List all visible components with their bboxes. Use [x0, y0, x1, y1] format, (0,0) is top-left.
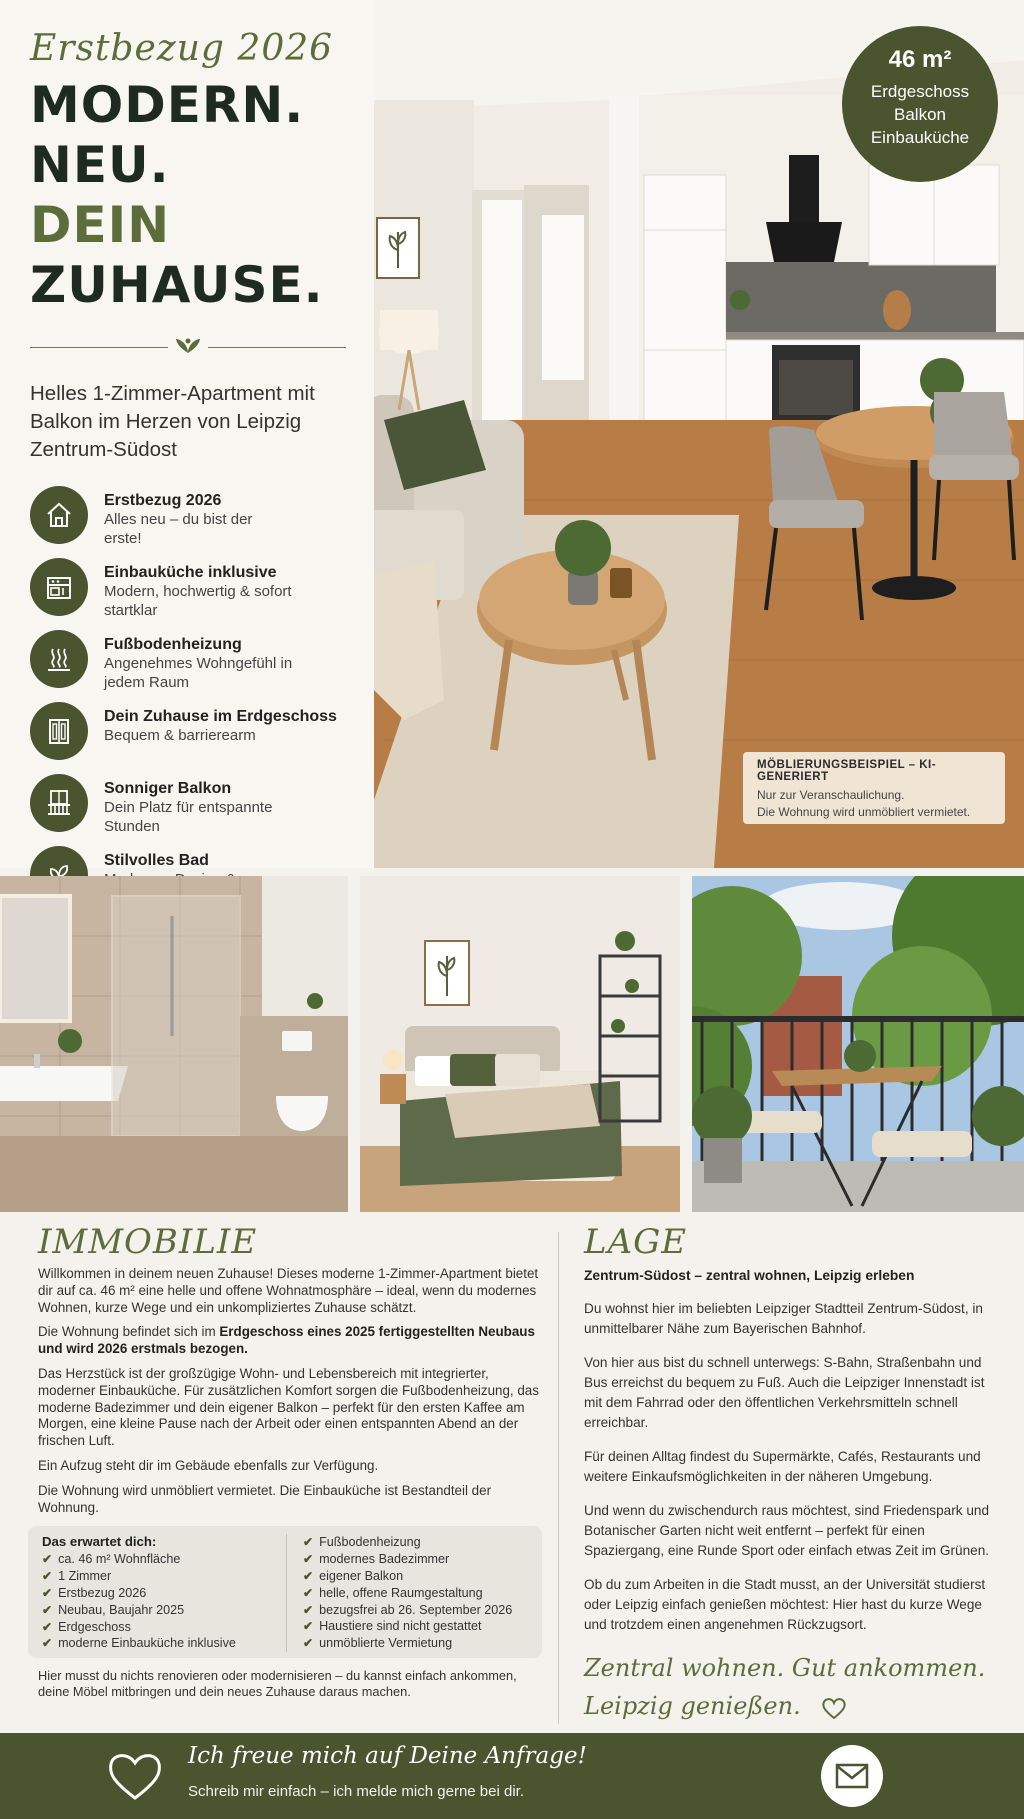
check-icon: ✔ — [303, 1636, 314, 1651]
feature-title: Fußbodenheizung — [104, 636, 242, 653]
badge-line: Erdgeschoss — [870, 82, 970, 101]
paragraph-text: Die Wohnung befindet sich im — [38, 1324, 220, 1340]
mail-button[interactable] — [821, 1745, 883, 1807]
check-icon: ✔ — [42, 1619, 53, 1634]
bathroom-photo — [0, 876, 348, 1212]
expectations-box — [28, 1526, 542, 1658]
immobilie-paragraph: Ein Aufzug steht dir im Gebäude ebenfalls zur Verfügung. — [38, 1457, 379, 1473]
feature-title: Dein Zuhause im Erdgeschoss — [104, 708, 337, 725]
badge-line: Balkon — [894, 105, 946, 124]
lage-paragraph: Ob du zum Arbeiten in die Stadt musst, an der Universität studierst oder Leipzig einfach genießen möchtest: Hier hast du kurze Wege und trotzdem einen angenehmen Rückzugsort. — [584, 1577, 986, 1632]
lage-subtitle: Zentrum-Südost – zentral wohnen, Leipzig erleben — [584, 1268, 915, 1283]
balcony-icon — [30, 774, 88, 832]
furnishing-disclaimer — [743, 752, 1005, 824]
feature-subtitle: Bequem & barrierearm — [104, 727, 256, 744]
badge-size: 46 m² — [888, 46, 952, 73]
headline-line-1: MODERN. — [30, 76, 305, 134]
disclaimer-line: Nur zur Veranschaulichung. — [757, 788, 905, 802]
checklist-item: ✔ modernes Badezimmer — [303, 1552, 450, 1567]
lage-paragraph: Und wenn du zwischendurch raus möchtest, sind Friedenspark und Botanischer Garten nicht weit entfernt – perfekt für einen Spaziergang, eine Runde Sport oder einfach etwas Zeit im Grünen. — [584, 1503, 990, 1558]
floor-heating-icon — [30, 630, 88, 688]
checklist-item: ✔ Erdgeschoss — [42, 1619, 131, 1634]
headline-word-green: DEIN — [30, 196, 171, 254]
disclaimer-title: MÖBLIERUNGSBEISPIEL – KI-GENERIERT — [757, 759, 937, 783]
feature-title: Erstbezug 2026 — [104, 492, 222, 509]
bedroom-photo — [360, 876, 680, 1212]
check-icon: ✔ — [303, 1585, 314, 1600]
feature-title: Sonniger Balkon — [104, 780, 232, 797]
feature-title: Stilvolles Bad — [104, 852, 209, 869]
expectations-title: Das erwartet dich: — [42, 1534, 157, 1550]
check-icon: ✔ — [42, 1602, 53, 1617]
hero-subtitle: Helles 1-Zimmer-Apartment mit Balkon im Herzen von Leipzig Zentrum-Südost — [30, 382, 315, 461]
feature-item — [30, 486, 346, 558]
immobilie-title: IMMOBILIE — [38, 1222, 258, 1262]
lage-title: LAGE — [584, 1222, 688, 1262]
feature-item — [30, 630, 346, 702]
checklist-item: ✔ unmöblierte Vermietung — [303, 1636, 453, 1651]
headline-line-2: NEU. — [30, 136, 170, 194]
kitchen-icon — [30, 558, 88, 616]
check-icon: ✔ — [42, 1569, 53, 1584]
immobilie-section — [38, 1222, 544, 1700]
feature-list — [30, 486, 346, 918]
checklist-item: ✔ moderne Einbauküche inklusive — [42, 1636, 236, 1651]
check-icon: ✔ — [42, 1585, 53, 1600]
check-icon: ✔ — [303, 1535, 314, 1550]
checklist-item: ✔ 1 Zimmer — [42, 1569, 112, 1584]
badge-line: Einbauküche — [870, 128, 970, 147]
expectations-column-right — [286, 1534, 530, 1652]
checklist-item: ✔ helle, offene Raumgestaltung — [303, 1585, 483, 1600]
check-icon: ✔ — [303, 1619, 314, 1634]
footer-subtext: Schreib mir einfach – ich melde mich gerne bei dir. — [188, 1783, 524, 1800]
check-icon: ✔ — [42, 1552, 53, 1567]
door-icon — [30, 702, 88, 760]
checklist-item: ✔ bezugsfrei ab 26. September 2026 — [303, 1602, 513, 1617]
lage-paragraph: Für deinen Alltag findest du Supermärkte, Cafés, Restaurants und weitere Einkaufsmöglichkeiten in der näheren Umgebung. — [584, 1449, 981, 1484]
feature-item — [30, 774, 346, 846]
ornament-divider — [30, 335, 346, 360]
hero-text-panel — [0, 0, 374, 868]
feature-item — [30, 702, 346, 774]
slogan-line-2 — [584, 1687, 994, 1725]
slogan-line: Zentral wohnen. Gut ankommen. — [584, 1654, 986, 1682]
checklist-item: ✔ eigener Balkon — [303, 1568, 404, 1583]
immobilie-closing: Hier musst du nichts renovieren oder modernisieren – du kannst einfach ankommen, deine Möbel mitbringen und dein neues Zuhause daraus machen. — [38, 1668, 517, 1699]
expectations-column-left — [42, 1534, 286, 1652]
footer-cta: Ich freue mich auf Deine Anfrage! — [188, 1743, 587, 1769]
feature-subtitle: Modern, hochwertig & sofort startklar — [104, 583, 292, 619]
immobilie-paragraph: Willkommen in deinem neuen Zuhause! Dieses moderne 1-Zimmer-Apartment bietet dir auf ca. 46 m² eine helle und offene Wohnatmosphäre – ideal, wenn du modernes Wohnen, kurze Wege und ein unkompliziertes Zuhause schätzt. — [38, 1266, 539, 1315]
slogan-text: Leipzig genießen. — [584, 1692, 801, 1720]
size-badge — [842, 26, 998, 182]
headline — [30, 75, 346, 315]
checklist-item: ✔ Haustiere sind nicht gestattet — [303, 1619, 482, 1634]
immobilie-paragraph: Das Herzstück ist der großzügige Wohn- und Lebensbereich mit integrierter, moderner Einbauküche. Für zusätzlichen Komfort sorgen die Fußbodenheizung, das moderne Badezimmer und dein eigener Balkon – perfekt für den ersten Kaffee am Morgen, eine kleine Pause nach der Arbeit oder einen entspannten Abend an der frischen Luft. — [38, 1365, 539, 1449]
check-icon: ✔ — [303, 1602, 314, 1617]
feature-subtitle: Dein Platz für entspannte Stunden — [104, 799, 273, 835]
check-icon: ✔ — [303, 1552, 314, 1567]
heart-outline-icon — [106, 1750, 164, 1806]
headline-line-3 — [30, 195, 346, 315]
heart-icon — [820, 1696, 848, 1720]
immobilie-paragraph: Die Wohnung wird unmöbliert vermietet. Die Einbauküche ist Bestandteil der Wohnung. — [38, 1482, 492, 1515]
feature-item — [30, 558, 346, 630]
disclaimer-line: Die Wohnung wird unmöbliert vermietet. — [757, 805, 971, 819]
mail-icon — [835, 1763, 869, 1789]
house-icon — [30, 486, 88, 544]
lage-section — [584, 1222, 994, 1725]
checklist-item: ✔ Fußbodenheizung — [303, 1535, 421, 1550]
immobilie-paragraph — [38, 1324, 544, 1358]
lage-paragraph: Von hier aus bist du schnell unterwegs: S-Bahn, Straßenbahn und Bus erreichst du bequem zu Fuß. Auch die Leipziger Innenstadt ist mit dem Fahrrad oder den öffentlichen Verkehrsmitteln schnell erreichbar. — [584, 1355, 985, 1430]
checklist-item: ✔ ca. 46 m² Wohnfläche — [42, 1552, 181, 1567]
headline-word-dark: ZUHAUSE. — [30, 256, 324, 314]
lage-script-slogan — [584, 1649, 994, 1725]
checklist-item: ✔ Erstbezug 2026 — [42, 1585, 147, 1600]
column-divider — [558, 1232, 559, 1724]
feature-subtitle: Angenehmes Wohngefühl in jedem Raum — [104, 655, 293, 691]
contact-footer — [0, 1733, 1024, 1819]
balcony-photo — [692, 876, 1024, 1212]
feature-title: Einbauküche inklusive — [104, 564, 277, 581]
checklist-item: ✔ Neubau, Baujahr 2025 — [42, 1602, 185, 1617]
leaf-ornament-icon — [168, 335, 208, 360]
check-icon: ✔ — [303, 1568, 314, 1583]
feature-subtitle: Alles neu – du bist der erste! — [104, 511, 253, 547]
paragraph-bold-text: Erdgeschoss eines 2025 fertiggestellten Neubaus und wird 2026 erstmals bezogen. — [38, 1324, 535, 1357]
kicker: Erstbezug 2026 — [30, 28, 334, 69]
check-icon: ✔ — [42, 1636, 53, 1651]
lage-paragraph: Du wohnst hier im beliebten Leipziger Stadtteil Zentrum-Südost, in unmittelbarer Nähe zum Bayerischen Bahnhof. — [584, 1301, 983, 1336]
